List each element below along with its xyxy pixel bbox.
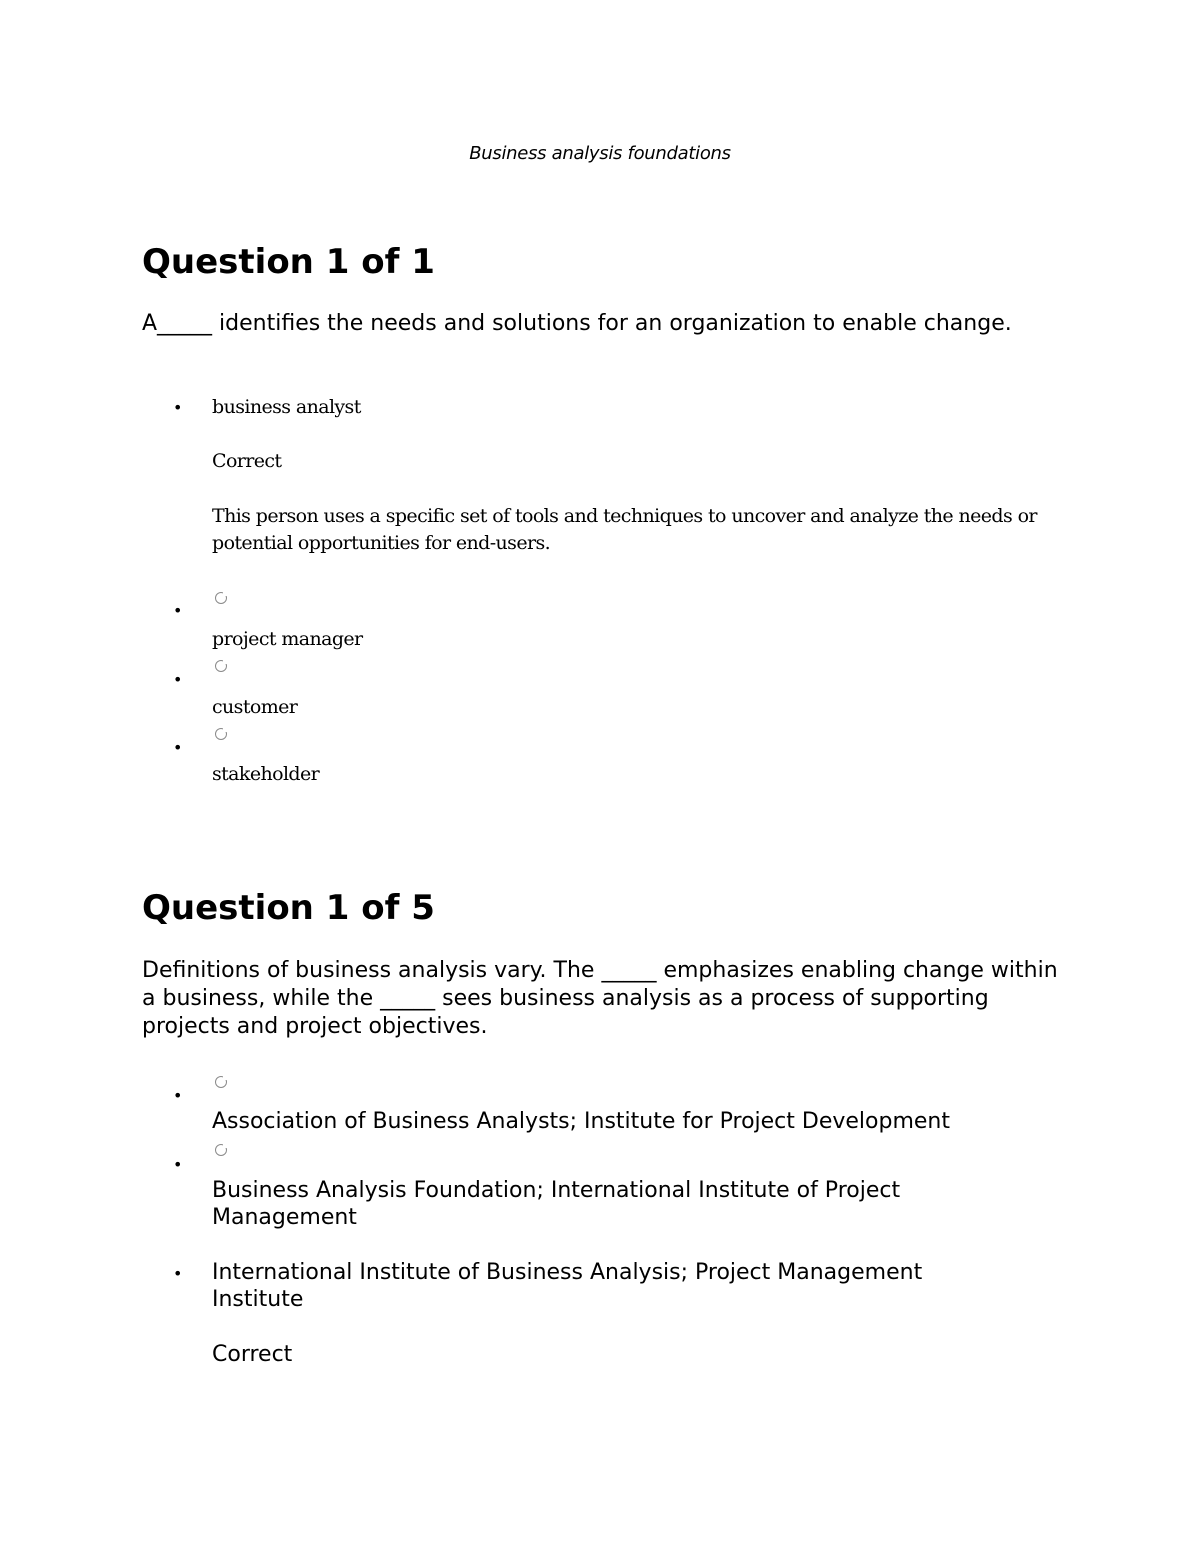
question-2-option-1[interactable]: Association of Business Analysts; Institute for Project Development	[212, 1109, 950, 1134]
question-1-explanation: This person uses a specific set of tools and techniques to uncover and analyze the needs or potential opportunities for end-users.	[212, 505, 1037, 554]
bullet-icon: •	[173, 1086, 183, 1105]
question-1-option-2[interactable]: customer	[212, 696, 298, 718]
bullet-icon: •	[173, 1155, 183, 1174]
question-2-option-2[interactable]: Business Analysis Foundation; International Institute of Project Management	[212, 1178, 901, 1230]
radio-button-icon[interactable]	[215, 1076, 227, 1088]
bullet-icon: •	[173, 670, 183, 689]
document-header: Business analysis foundations	[469, 143, 731, 164]
question-1-title: Question 1 of 1	[142, 242, 435, 282]
question-1-option-1[interactable]: project manager	[212, 628, 363, 650]
question-2-selected-answer: International Institute of Business Analysis; Project Management Institute	[212, 1260, 923, 1312]
bullet-icon: •	[173, 601, 183, 620]
question-1-option-3[interactable]: stakeholder	[212, 763, 320, 785]
question-2-title: Question 1 of 5	[142, 888, 435, 928]
question-2-result: Correct	[212, 1342, 293, 1367]
bullet-icon: •	[173, 398, 183, 417]
question-1-prompt: A_____ identifies the needs and solutions for an organization to enable change.	[142, 311, 1012, 336]
radio-button-icon[interactable]	[215, 1144, 227, 1156]
radio-button-icon[interactable]	[215, 592, 227, 604]
question-1-result: Correct	[212, 450, 282, 472]
radio-button-icon[interactable]	[215, 728, 227, 740]
bullet-icon: •	[173, 1264, 183, 1283]
question-2-prompt: Definitions of business analysis vary. The _____ emphasizes enabling change within a business, while the _____ sees business analysis as a process of supporting projects and project objectives.	[142, 958, 1058, 1039]
question-1-selected-answer: business analyst	[212, 396, 361, 418]
radio-button-icon[interactable]	[215, 660, 227, 672]
bullet-icon: •	[173, 738, 183, 757]
